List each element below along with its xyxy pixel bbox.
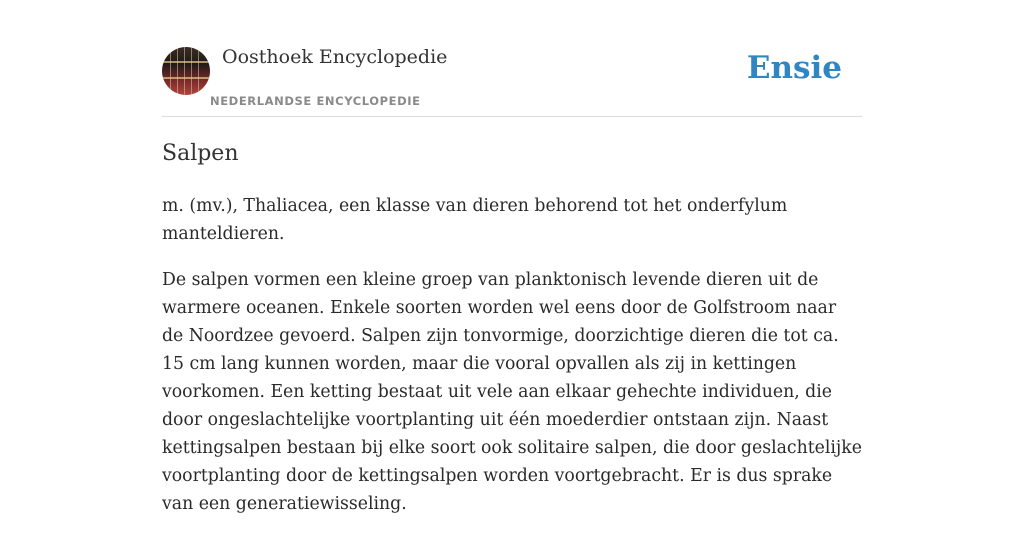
site-tagline: NEDERLANDSE ENCYCLOPEDIE bbox=[210, 94, 421, 108]
brand-logo-link[interactable]: Ensie bbox=[746, 50, 842, 86]
encyclopedia-books-icon[interactable] bbox=[162, 47, 210, 95]
article bbox=[162, 138, 862, 536]
site-title[interactable]: Oosthoek Encyclopedie bbox=[222, 46, 448, 68]
article-body: De salpen vormen een kleine groep van planktonisch levende dieren uit de warmere oceanen. Enkele soorten worden wel eens door de Golfstroom naar de Noordzee gevoerd. Salpen zijn tonvormige, doorzichtige dieren die tot ca. 15 cm lang kunnen worden, maar die vooral opvallen als zij in kettingen voorkomen. Een ketting bestaat uit vele aan elkaar gehechte individuen, die door ongeslachtelijke voortplanting uit één moederdier ontstaan zijn. Naast kettingsalpen bestaan bij elke soort ook solitaire salpen, die door geslachtelijke voortplanting door de kettingsalpen worden voortgebracht. Er is dus sprake van een generatiewisseling. bbox=[162, 270, 862, 514]
article-definition: m. (mv.), Thaliacea, een klasse van dieren behorend tot het onderfylum manteldieren. bbox=[162, 196, 788, 244]
site-header bbox=[162, 0, 862, 117]
article-headword: Salpen bbox=[162, 141, 239, 166]
